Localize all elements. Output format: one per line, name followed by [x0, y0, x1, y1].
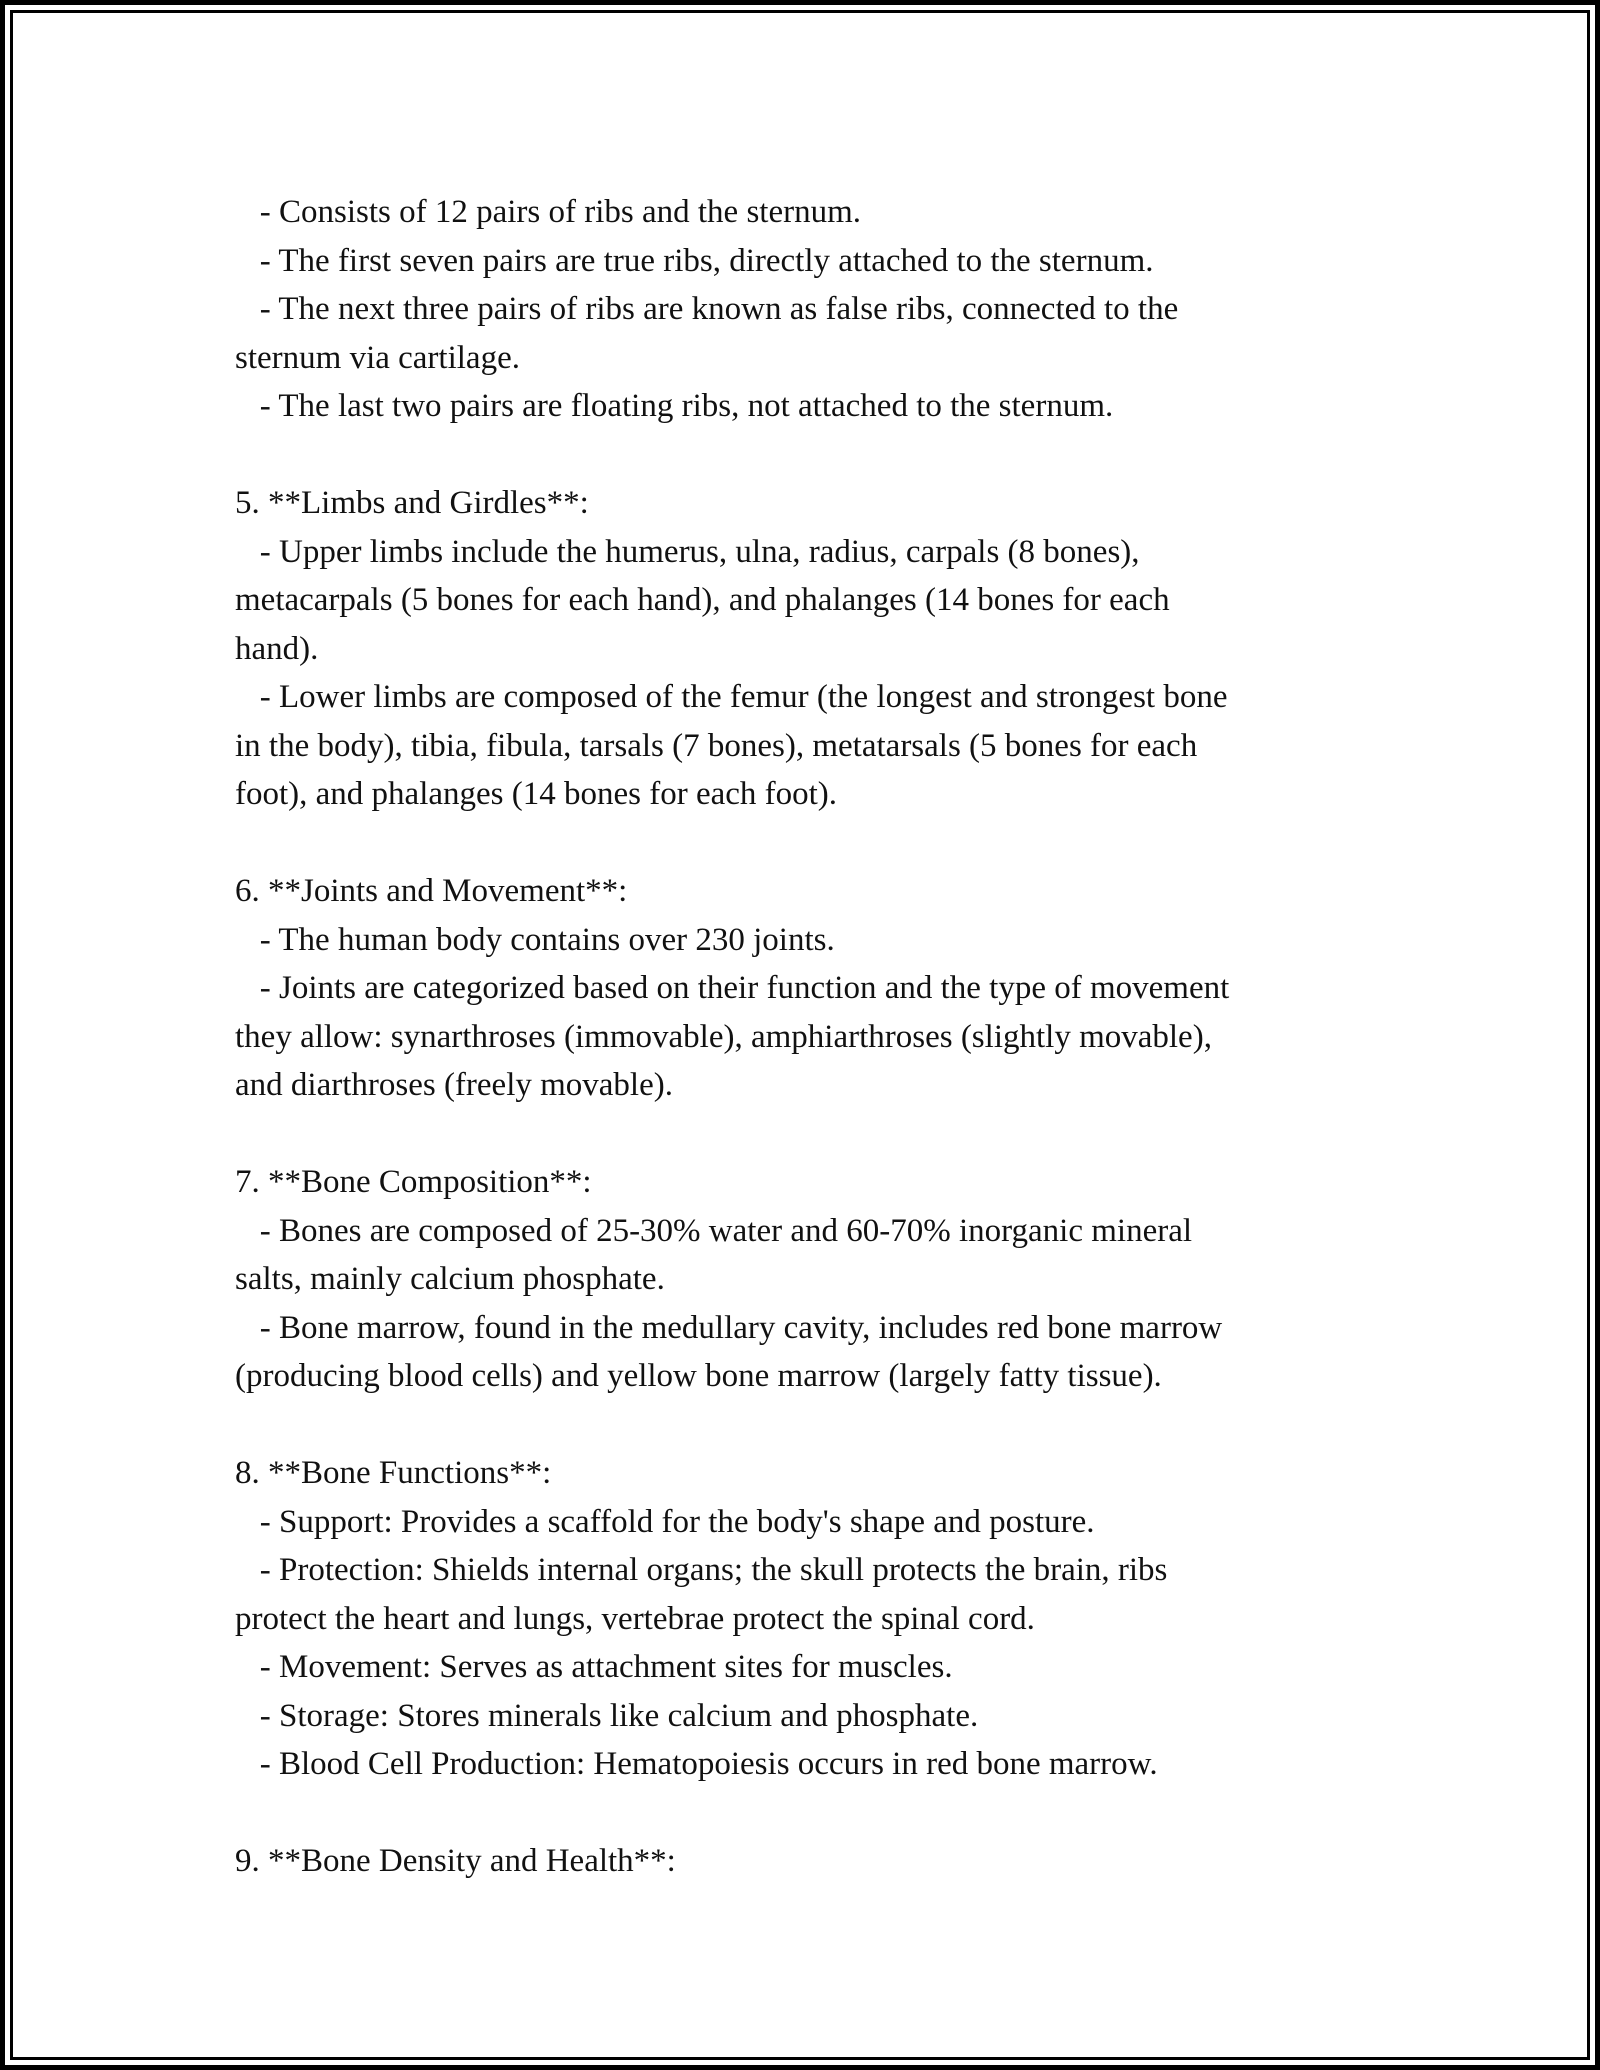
text-line: they allow: synarthroses (immovable), amphiarthroses (slightly movable), — [235, 1018, 1212, 1055]
section-heading: 9. **Bone Density and Health**: — [235, 1843, 676, 1879]
text-line: metacarpals (5 bones for each hand), and phalanges (14 bones for each — [235, 582, 1170, 618]
section-heading: 7. **Bone Composition**: — [235, 1164, 592, 1200]
blank-line — [235, 819, 1365, 868]
section-heading: 5. **Limbs and Girdles**: — [235, 485, 589, 521]
document-body — [235, 188, 1365, 1886]
text-line: - The human body contains over 230 joints. — [235, 921, 835, 958]
section-heading: 8. **Bone Functions**: — [235, 1455, 552, 1491]
text-line: - Movement: Serves as attachment sites for muscles. — [235, 1649, 953, 1685]
blank-line — [235, 1401, 1365, 1450]
text-line: - Blood Cell Production: Hematopoiesis occurs in red bone marrow. — [235, 1746, 1158, 1782]
text-line: - Joints are categorized based on their function and the type of movement — [235, 970, 1230, 1006]
text-line: - Support: Provides a scaffold for the body's shape and posture. — [235, 1503, 1095, 1540]
text-line: hand). — [235, 630, 319, 667]
text-line: foot), and phalanges (14 bones for each foot). — [235, 776, 838, 812]
blank-line — [235, 1789, 1365, 1838]
text-line: - The first seven pairs are true ribs, directly attached to the sternum. — [235, 242, 1154, 279]
text-line: - Upper limbs include the humerus, ulna, radius, carpals (8 bones), — [235, 533, 1140, 570]
text-line: - The last two pairs are floating ribs, not attached to the sternum. — [235, 388, 1114, 424]
text-line: protect the heart and lungs, vertebrae protect the spinal cord. — [235, 1600, 1035, 1637]
text-line: and diarthroses (freely movable). — [235, 1067, 673, 1103]
text-line: - Bones are composed of 25-30% water and 60-70% inorganic mineral — [235, 1212, 1193, 1249]
text-line: sternum via cartilage. — [235, 339, 520, 376]
text-line: (producing blood cells) and yellow bone marrow (largely fatty tissue). — [235, 1358, 1162, 1394]
blank-line — [235, 431, 1365, 480]
text-line: - Protection: Shields internal organs; the skull protects the brain, ribs — [235, 1552, 1168, 1588]
text-line: - Consists of 12 pairs of ribs and the sternum. — [235, 194, 862, 230]
text-line: in the body), tibia, fibula, tarsals (7 bones), metatarsals (5 bones for each — [235, 727, 1198, 764]
text-line: - Lower limbs are composed of the femur (the longest and strongest bone — [235, 679, 1228, 715]
section-heading: 6. **Joints and Movement**: — [235, 873, 628, 909]
text-line: - Storage: Stores minerals like calcium and phosphate. — [235, 1697, 979, 1734]
text-line: - Bone marrow, found in the medullary cavity, includes red bone marrow — [235, 1309, 1223, 1346]
text-line: - The next three pairs of ribs are known as false ribs, connected to the — [235, 291, 1179, 327]
text-line: salts, mainly calcium phosphate. — [235, 1261, 665, 1297]
blank-line — [235, 1110, 1365, 1159]
